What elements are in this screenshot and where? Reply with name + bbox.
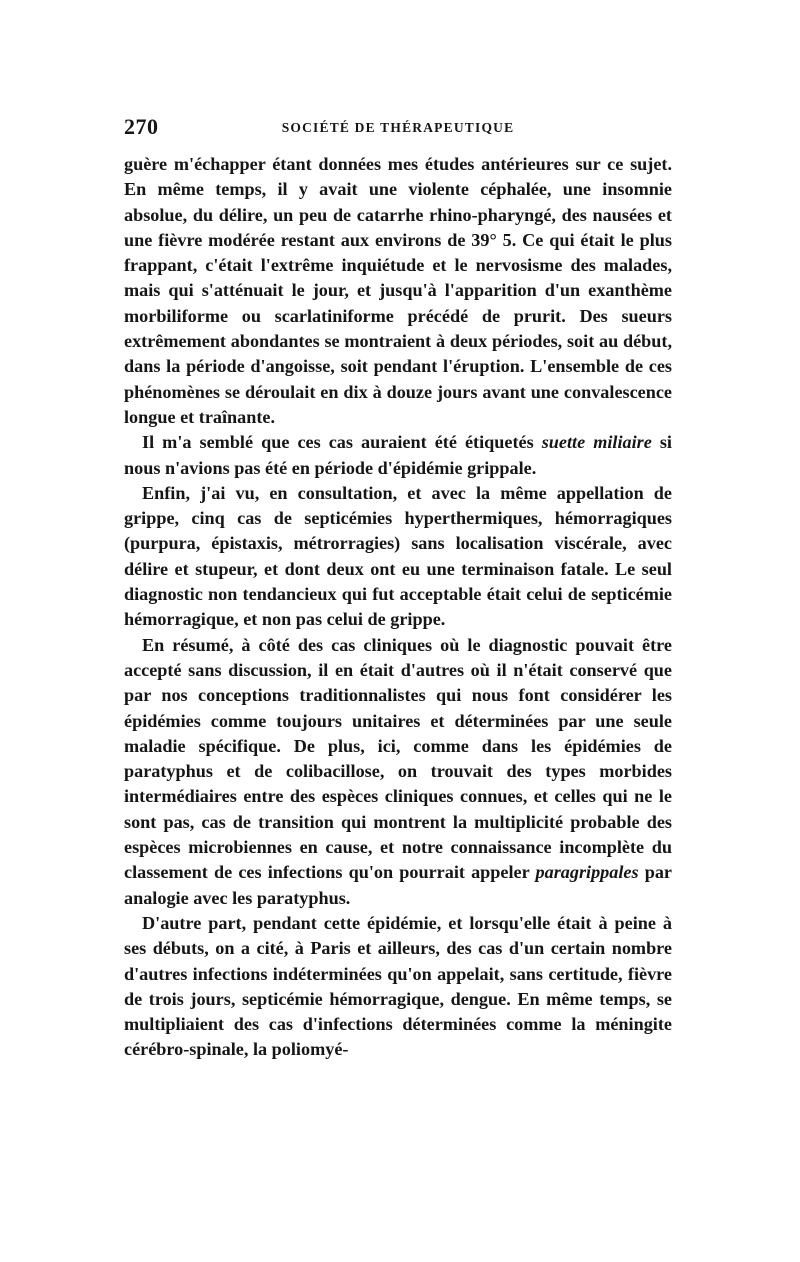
body-text [124,152,672,1063]
running-title: SOCIÉTÉ DE THÉRAPEUTIQUE [281,120,515,135]
book-page [124,114,672,1063]
term-paragrippales: paragrippales [535,862,639,883]
paragraph-2-text-a: Il m'a semblé que ces cas auraient été étiquetés [142,432,542,453]
running-head [124,114,672,142]
paragraph-3-text: Enfin, j'ai vu, en consultation, et avec la même appellation de grippe, cinq cas de septicémies hyperthermiques, hémorragiques (purpura, épistaxis, métrorragies) sans localisation viscérale, avec délire et stupeur, et dont deux ont eu une terminaison fatale. Le seul diagnostic non tendancieux qui fut acceptable était celui de septicémie hémorragique, et non pas celui de grippe. [124,482,672,630]
paragraph-4-text-a: En résumé, à côté des cas cliniques où le diagnostic pouvait être accepté sans discussion, il en était d'autres où il n'était conservé que par nos conceptions traditionnalistes qui nous font considérer les épidémies comme toujours unitaires et déterminées par une seule maladie spécifique. De plus, ici, comme dans les épidémies de paratyphus et de colibacillose, on trouvait des types morbides intermédiaires entre des espèces cliniques connues, et celles qui ne le sont pas, cas de transition qui montrent la multiplicité probable des espèces microbiennes en cause, et notre connaissance incomplète du classement de ces infections qu'on pourrait appeler [124,634,672,883]
paragraph-2-text-b: si nous n'avions pas été en période d'épidémie grippale. [124,432,672,478]
paragraph-3 [124,481,672,633]
term-suette-miliaire: suette miliaire [541,432,652,453]
paragraph-4-text-b: par analogie avec les paratyphus. [124,862,673,908]
paragraph-5-text: D'autre part, pendant cette épidémie, et lorsqu'elle était à peine à ses débuts, on a cité, à Paris et ailleurs, des cas d'un certain nombre d'autres infections indéterminées qu'on appelait, sans certitude, fièvre de trois jours, septicémie hémorragique, dengue. En même temps, se multipliaient des cas d'infections déterminées comme la méningite cérébro-spinale, la poliomyé- [124,912,672,1060]
paragraph-1-text: guère m'échapper étant données mes études antérieures sur ce sujet. En même temps, il y avait une violente céphalée, une insomnie absolue, du délire, un peu de catarrhe rhino-pharyngé, des nausées et une fièvre modérée restant aux environs de 39° 5. Ce qui était le plus frappant, c'était l'extrême inquiétude et le nervosisme des malades, mais qui s'atténuait le jour, et jusqu'à l'apparition d'un exanthème morbiliforme ou scarlatiniforme précédé de prurit. Des sueurs extrêmement abondantes se montraient à deux périodes, soit au début, dans la période d'angoisse, soit pendant l'éruption. L'ensemble de ces phénomènes se déroulait en dix à douze jours avant une convalescence longue et traînante. [124,154,672,427]
paragraph-4 [124,633,672,911]
paragraph-1 [124,152,672,430]
page-number: 270 [124,114,159,139]
paragraph-2 [124,430,672,481]
paragraph-5 [124,911,672,1063]
